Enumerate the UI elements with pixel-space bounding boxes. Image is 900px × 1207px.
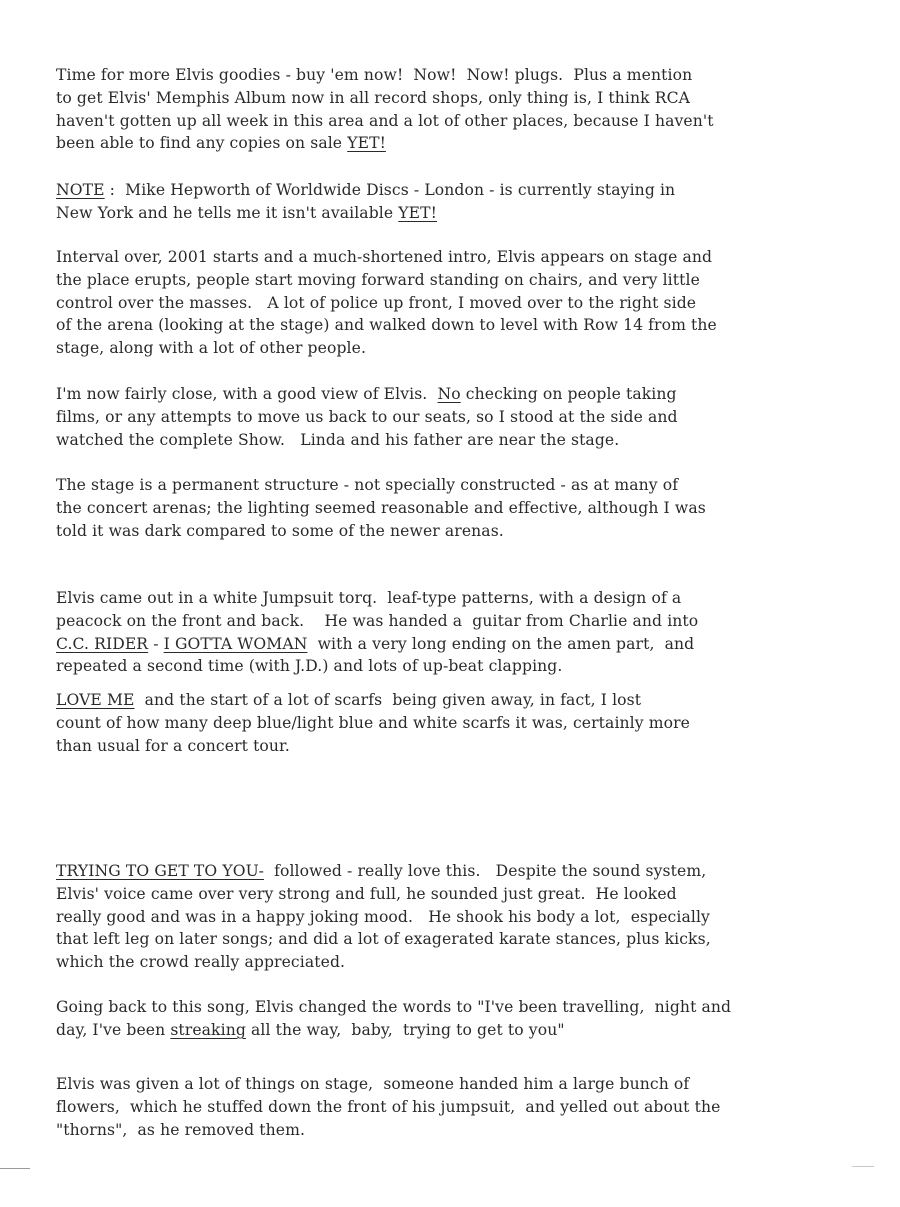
text-segment: the concert arenas; the lighting seemed reasonable and effective, although I was bbox=[56, 498, 706, 517]
text-line bbox=[56, 633, 826, 656]
text-segment: "thorns", as he removed them. bbox=[56, 1120, 306, 1139]
text-line bbox=[56, 474, 826, 497]
text-segment: Elvis' voice came over very strong and full, he sounded just great. He looked bbox=[56, 884, 677, 903]
text-segment: stage, along with a lot of other people. bbox=[56, 339, 367, 358]
paragraph-close-view bbox=[56, 383, 826, 451]
text-segment: followed - really love this. Despite the sound system, bbox=[263, 862, 707, 880]
text-segment: New York and he tells me it isn't available bbox=[56, 203, 399, 222]
text-line bbox=[56, 655, 826, 678]
text-line bbox=[56, 996, 826, 1019]
text-line bbox=[56, 497, 826, 520]
text-segment: day, I've been bbox=[56, 1020, 171, 1039]
underlined-text: LOVE ME bbox=[56, 691, 135, 709]
text-segment: really good and was in a happy joking mood. He shook his body a lot, especially bbox=[56, 907, 710, 926]
paragraph-love-me bbox=[56, 689, 826, 757]
text-line bbox=[56, 1119, 826, 1142]
text-line bbox=[56, 520, 826, 543]
paragraph-interval bbox=[56, 246, 826, 360]
text-segment: of the arena (looking at the stage) and walked down to level with Row 14 from the bbox=[56, 316, 717, 335]
text-segment: I'm now fairly close, with a good view of Elvis. bbox=[56, 385, 438, 403]
text-segment: the place erupts, people start moving forward standing on chairs, and very little bbox=[56, 270, 700, 289]
text-line bbox=[56, 928, 826, 951]
text-segment: flowers, which he stuffed down the front of his jumpsuit, and yelled out about the bbox=[56, 1097, 721, 1116]
text-segment: with a very long ending on the amen part, and bbox=[307, 634, 695, 653]
text-line bbox=[56, 337, 826, 360]
paragraph-goodies bbox=[56, 64, 826, 155]
text-segment: which the crowd really appreciated. bbox=[56, 953, 346, 972]
text-segment: The stage is a permanent structure - not specially constructed - as at many of bbox=[56, 476, 679, 494]
text-line bbox=[56, 951, 826, 974]
text-line bbox=[56, 906, 826, 929]
text-line bbox=[56, 87, 826, 110]
paragraph-note bbox=[56, 179, 826, 225]
text-segment: been able to find any copies on sale bbox=[56, 134, 348, 153]
text-segment: peacock on the front and back. He was handed a guitar from Charlie and into bbox=[56, 611, 699, 630]
paragraph-trying-to-get-to-you bbox=[56, 860, 826, 974]
text-line bbox=[56, 246, 826, 269]
text-line bbox=[56, 860, 826, 883]
text-line bbox=[56, 1019, 826, 1042]
text-line bbox=[56, 202, 826, 225]
text-segment: Going back to this song, Elvis changed the words to "I've been travelling, night and bbox=[56, 998, 732, 1016]
text-line bbox=[56, 179, 826, 202]
text-line bbox=[56, 429, 826, 452]
text-segment: that left leg on later songs; and did a lot of exagerated karate stances, plus kicks, bbox=[56, 930, 711, 949]
text-line bbox=[56, 689, 826, 712]
text-segment: : Mike Hepworth of Worldwide Discs - London - is currently staying in bbox=[104, 181, 676, 199]
paragraph-jumpsuit bbox=[56, 587, 826, 678]
paragraph-stage bbox=[56, 474, 826, 542]
text-line bbox=[56, 735, 826, 758]
text-segment: films, or any attempts to move us back to our seats, so I stood at the side and bbox=[56, 407, 678, 426]
text-line bbox=[56, 406, 826, 429]
text-line bbox=[56, 712, 826, 735]
text-line bbox=[56, 1096, 826, 1119]
text-line bbox=[56, 110, 826, 133]
text-segment: haven't gotten up all week in this area and a lot of other places, because I haven't bbox=[56, 111, 714, 130]
text-line bbox=[56, 383, 826, 406]
underlined-text: I GOTTA WOMAN bbox=[163, 634, 308, 653]
underlined-text: YET! bbox=[398, 203, 438, 222]
underlined-text: No bbox=[437, 385, 461, 403]
text-line bbox=[56, 64, 826, 87]
text-segment: Time for more Elvis goodies - buy 'em now! Now! Now! plugs. Plus a mention bbox=[56, 66, 693, 84]
text-line bbox=[56, 883, 826, 906]
underlined-text: TRYING TO GET TO YOU- bbox=[56, 862, 264, 880]
text-segment: checking on people taking bbox=[460, 385, 677, 403]
underlined-text: NOTE bbox=[56, 181, 105, 199]
text-line bbox=[56, 269, 826, 292]
text-segment: Elvis came out in a white Jumpsuit torq. leaf-type patterns, with a design of a bbox=[56, 589, 682, 607]
text-segment: Interval over, 2001 starts and a much-shortened intro, Elvis appears on stage and bbox=[56, 248, 713, 266]
scan-edge-mark bbox=[0, 1168, 30, 1169]
text-line bbox=[56, 132, 826, 155]
text-segment: watched the complete Show. Linda and his father are near the stage. bbox=[56, 430, 620, 449]
text-line bbox=[56, 314, 826, 337]
text-line bbox=[56, 610, 826, 633]
paragraph-lyrics-change bbox=[56, 996, 826, 1042]
text-segment: count of how many deep blue/light blue and white scarfs it was, certainly more bbox=[56, 713, 690, 732]
text-segment: to get Elvis' Memphis Album now in all record shops, only thing is, I think RCA bbox=[56, 88, 690, 107]
text-line bbox=[56, 587, 826, 610]
underlined-text: C.C. RIDER bbox=[56, 634, 149, 653]
text-segment: - bbox=[148, 634, 164, 653]
text-segment: all the way, baby, trying to get to you" bbox=[245, 1020, 565, 1039]
text-line bbox=[56, 292, 826, 315]
text-segment: told it was dark compared to some of the newer arenas. bbox=[56, 521, 504, 540]
text-segment: and the start of a lot of scarfs being given away, in fact, I lost bbox=[134, 691, 642, 709]
paragraph-flowers bbox=[56, 1073, 826, 1141]
underlined-text: streaking bbox=[170, 1020, 246, 1039]
text-segment: Elvis was given a lot of things on stage, someone handed him a large bunch of bbox=[56, 1075, 690, 1093]
text-segment: than usual for a concert tour. bbox=[56, 736, 290, 755]
scan-edge-mark bbox=[852, 1166, 874, 1167]
text-line bbox=[56, 1073, 826, 1096]
underlined-text: YET! bbox=[347, 134, 386, 153]
text-segment: control over the masses. A lot of police up front, I moved over to the right side bbox=[56, 293, 697, 312]
text-segment: repeated a second time (with J.D.) and lots of up-beat clapping. bbox=[56, 657, 563, 676]
